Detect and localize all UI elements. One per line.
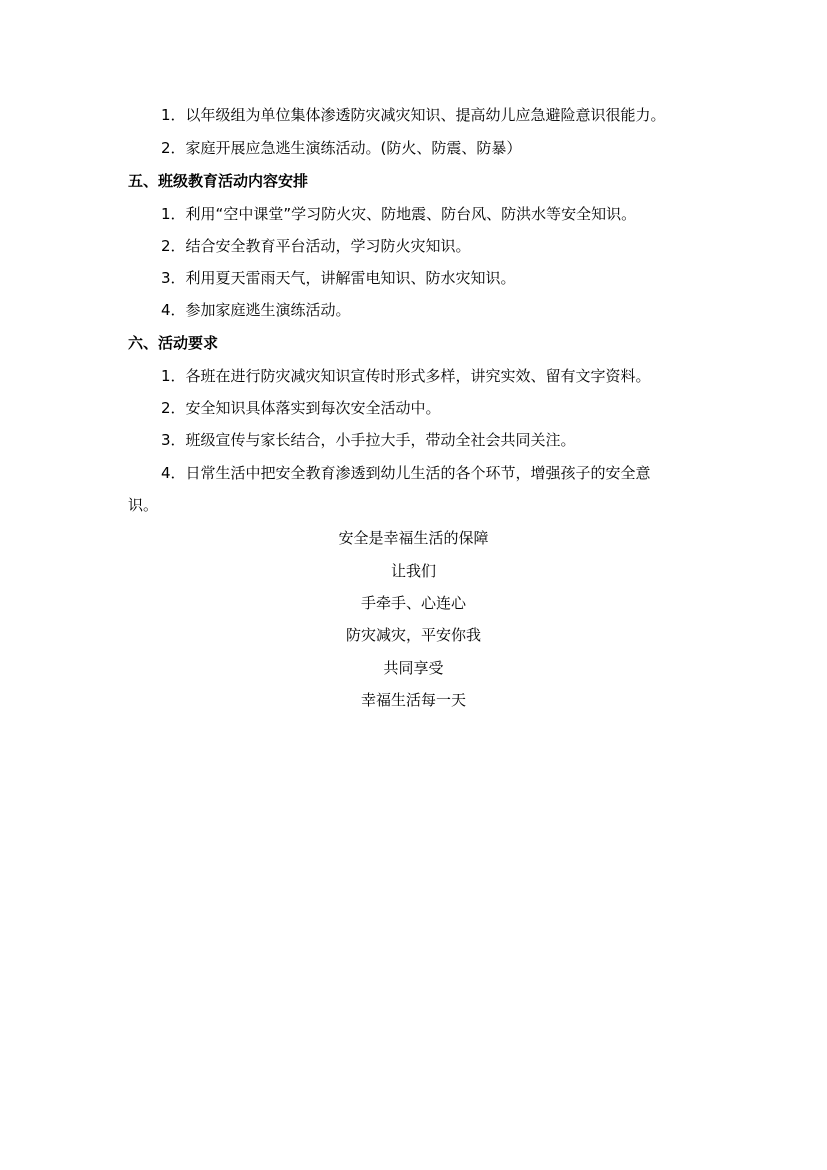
section-heading: 五、班级教育活动内容安排 bbox=[128, 172, 309, 190]
list-item: 1．利用“空中课堂”学习防火灾、防地震、防台风、防洪水等安全知识。 bbox=[161, 205, 637, 223]
list-item: 4．日常生活中把安全教育渗透到幼儿生活的各个环节，增强孩子的安全意 bbox=[161, 464, 651, 482]
list-item: 1．各班在进行防灾减灾知识宣传时形式多样，讲究实效、留有文字资料。 bbox=[161, 367, 651, 385]
list-item: 2．结合安全教育平台活动，学习防火灾知识。 bbox=[161, 237, 471, 255]
list-item: 4．参加家庭逃生演练活动。 bbox=[161, 301, 351, 319]
list-item: 1．以年级组为单位集体渗透防灾减灾知识、提高幼儿应急避险意识很能力。 bbox=[161, 106, 666, 124]
closing-line: 安全是幸福生活的保障 bbox=[338, 529, 489, 547]
list-item: 2．安全知识具体落实到每次安全活动中。 bbox=[161, 399, 441, 417]
closing-line: 幸福生活每一天 bbox=[360, 691, 466, 709]
closing-line: 防灾减灾，平安你我 bbox=[345, 626, 481, 644]
list-item: 3．班级宣传与家长结合，小手拉大手，带动全社会共同关注。 bbox=[161, 431, 576, 449]
closing-line: 让我们 bbox=[390, 562, 436, 580]
list-item: 3．利用夏天雷雨天气，讲解雷电知识、防水灾知识。 bbox=[161, 269, 516, 287]
closing-line: 手牵手、心连心 bbox=[360, 594, 466, 612]
list-item: 2．家庭开展应急逃生演练活动。(防火、防震、防暴） bbox=[161, 139, 522, 157]
section-heading: 六、活动要求 bbox=[128, 334, 219, 352]
list-item-continuation: 识。 bbox=[128, 496, 159, 514]
closing-line: 共同享受 bbox=[383, 659, 444, 677]
